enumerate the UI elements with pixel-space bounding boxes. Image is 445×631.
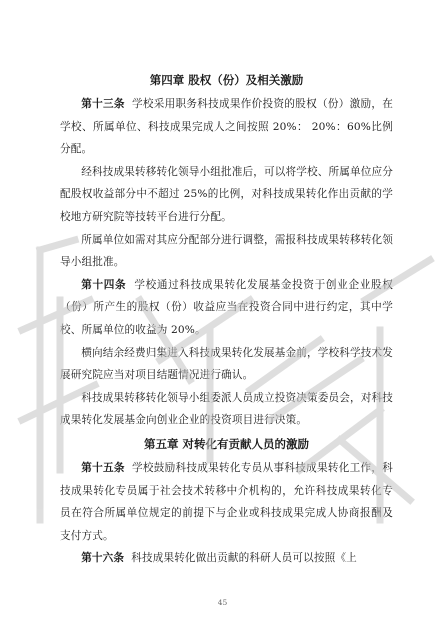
- page-number: 45: [217, 598, 228, 607]
- article-14-text-1: 学校通过科技成果转化发展基金投资于创业企业股权（份）所产生的股权（份）收益应当在投资合同中进行约定，其中学校、所属单位的收益为 20%。: [60, 278, 393, 336]
- article-15-text-1: 学校鼓励科技成果转化专员从事科技成果转化工作，科技成果转化专员属于社会技术转移中介机构的，允许科技成果转化专员在符合所属单位规定的前提下与企业或科技成果完成人协商报酬及支付方式。: [60, 461, 393, 542]
- article-15-label: 第十五条: [81, 461, 125, 474]
- article-13-label: 第十三条: [81, 98, 125, 110]
- chapter-4-heading: 第四章 股权（份）及相关激励: [149, 73, 304, 87]
- article-14-label: 第十四条: [81, 278, 127, 291]
- chapter-5-heading: 第五章 对转化有贡献人员的激励: [143, 436, 309, 451]
- article-15-paragraph-1: [60, 457, 393, 547]
- article-13-paragraph-2: 经科技成果转移转化领导小组批准后，可以将学校、所属单位应分配股权收益部分中不超过 25%的比例，对科技成果转化作出贡献的学校地方研究院等技转平台进行分配。: [60, 165, 393, 223]
- article-14-paragraph-1: [60, 274, 393, 342]
- article-16-label: 第十六条: [81, 552, 125, 565]
- article-14-paragraph-2: 横向结余经费归集进入科技成果转化发展基金前，学校科学技术发展研究院应当对项目结题情况进行确认。: [60, 346, 393, 382]
- article-13-paragraph-3: 所属单位如需对其应分配部分进行调整，需报科技成果转移转化领导小组批准。: [60, 233, 393, 269]
- article-14-paragraph-3: 科技成果转移转化领导小组委派人员成立投资决策委员会，对科技成果转化发展基金向创业企业的投资项目进行决策。: [60, 391, 393, 427]
- article-16-paragraph-1: [60, 547, 393, 570]
- article-13-text-1: 学校采用职务科技成果作价投资的股权（份）激励，在学校、所属单位、科技成果完成人之间按照 20%： 20%：60%比例分配。: [60, 98, 393, 156]
- article-16-text-1: 科技成果转化做出贡献的科研人员可以按照《上: [131, 552, 357, 565]
- article-13-paragraph-1: [60, 93, 393, 161]
